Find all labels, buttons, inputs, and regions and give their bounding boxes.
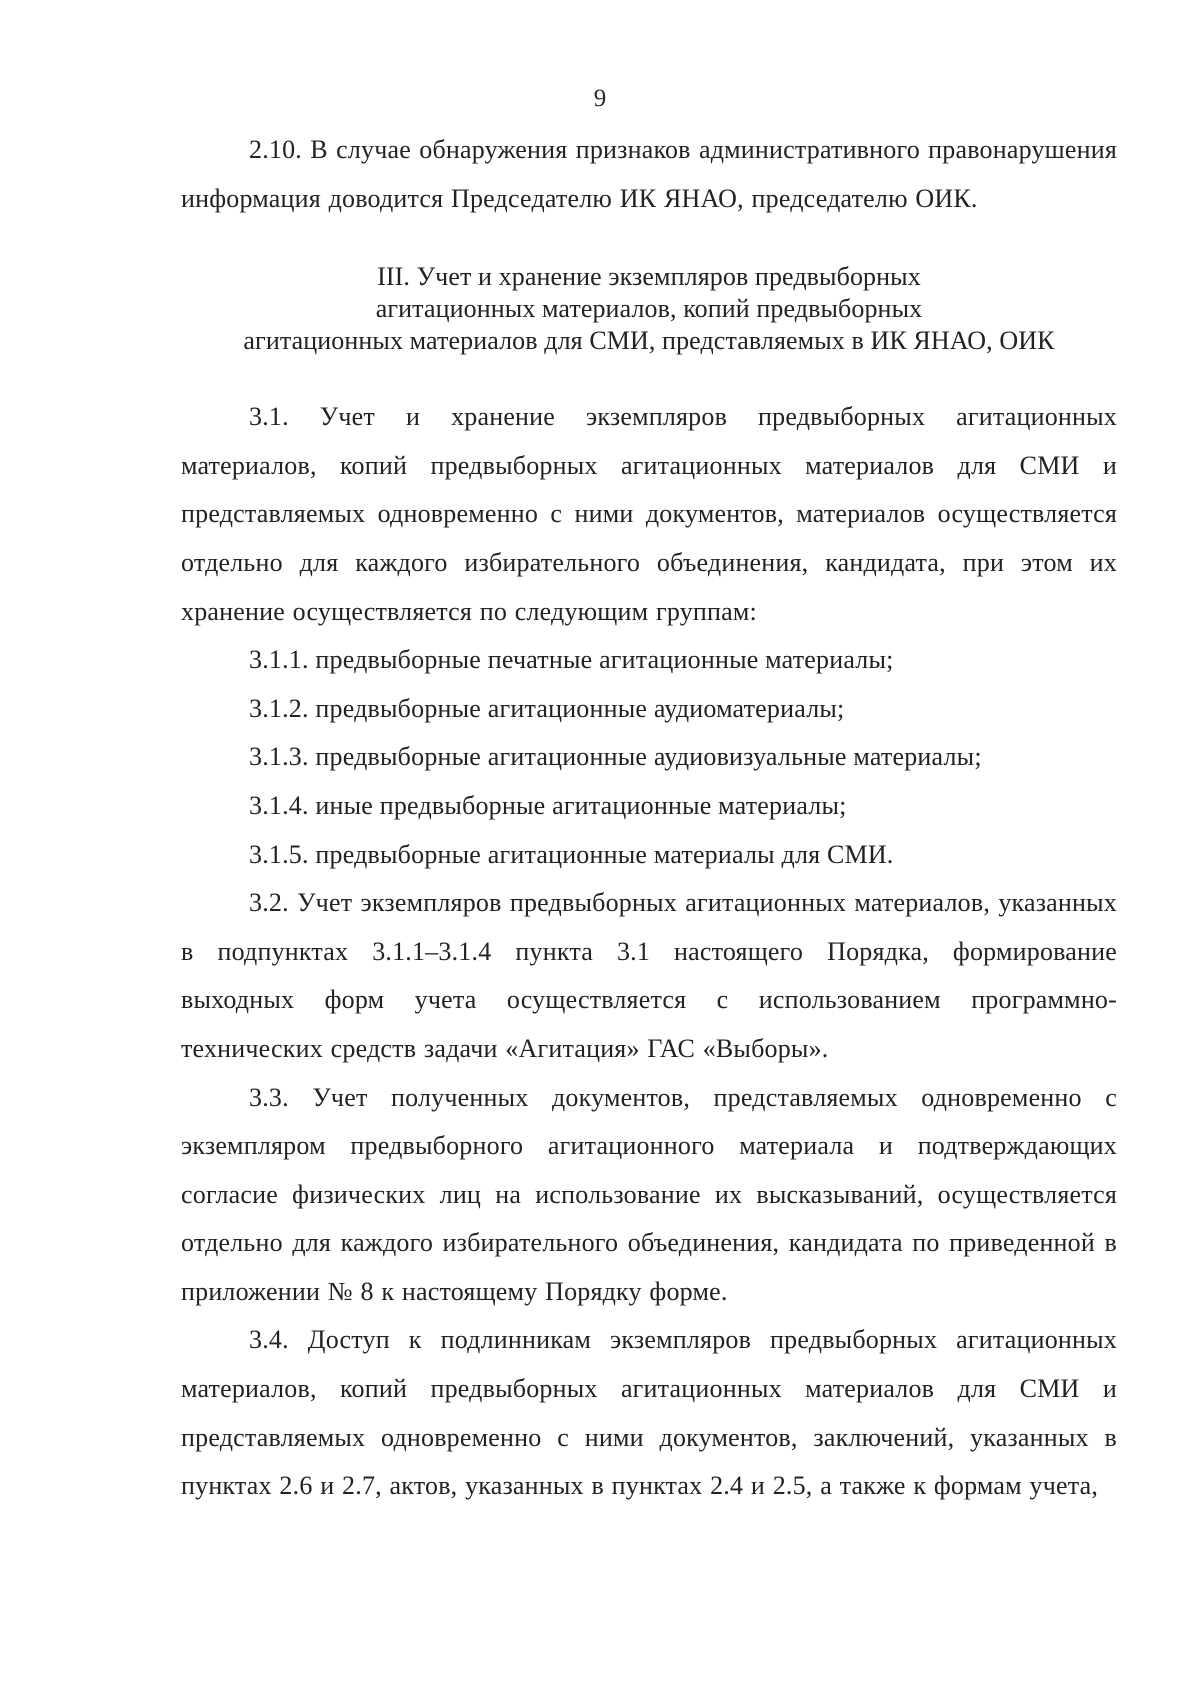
document-body (181, 126, 1117, 1511)
paragraph-3-2: 3.2. Учет экземпляров предвыборных агитационных материалов, указанных в подпунктах 3.1.1–3.1.4 пункта 3.1 настоящего Порядка, формирование выходных форм учета осуществляется с использованием программно-технических средств задачи «Агитация» ГАС «Выборы». (181, 888, 1117, 1063)
section-heading (181, 261, 1117, 357)
page-number: 9 (593, 85, 607, 112)
paragraph-3-1: 3.1. Учет и хранение экземпляров предвыборных агитационных материалов, копий предвыборных агитационных материалов для СМИ и представляемых одновременно с ними документов, материалов осуществляется отдельно для каждого избирательного объединения, кандидата, при этом их хранение осуществляется по следующим группам: (181, 402, 1117, 626)
list-item-3-1-4: 3.1.4. иные предвыборные агитационные материалы; (249, 790, 847, 820)
list-item-3-1-5: 3.1.5. предвыборные агитационные материалы для СМИ. (249, 839, 894, 869)
paragraph-3-4: 3.4. Доступ к подлинникам экземпляров предвыборных агитационных материалов, копий предвыборных агитационных материалов для СМИ и представляемых одновременно с ними документов, заключений, указанных в пунктах 2.6 и 2.7, актов, указанных в пунктах 2.4 и 2.5, а также к формам учета, (181, 1325, 1117, 1501)
section-heading-line-3: агитационных материалов для СМИ, представляемых в ИК ЯНАО, ОИК (243, 326, 1055, 356)
paragraph-3-3: 3.3. Учет полученных документов, представляемых одновременно с экземпляром предвыборного агитационного материала и подтверждающих согласие физических лиц на использование их высказываний, осуществляется отдельно для каждого избирательного объединения, кандидата по приведенной в приложении № 8 к настоящему Порядку форме. (181, 1082, 1117, 1306)
list-item-3-1-1: 3.1.1. предвыборные печатные агитационные материалы; (249, 645, 894, 675)
section-heading-line-1: III. Учет и хранение экземпляров предвыборных (377, 262, 921, 292)
section-heading-line-2: агитационных материалов, копий предвыборных (375, 294, 923, 324)
list-item-3-1-3: 3.1.3. предвыборные агитационные аудиовизуальные материалы; (249, 742, 982, 772)
paragraph-2-10: 2.10. В случае обнаружения признаков административного правонарушения информация доводится Председателю ИК ЯНАО, председателю ОИК. (181, 135, 1117, 213)
list-item-3-1-2: 3.1.2. предвыборные агитационные аудиоматериалы; (249, 693, 845, 723)
